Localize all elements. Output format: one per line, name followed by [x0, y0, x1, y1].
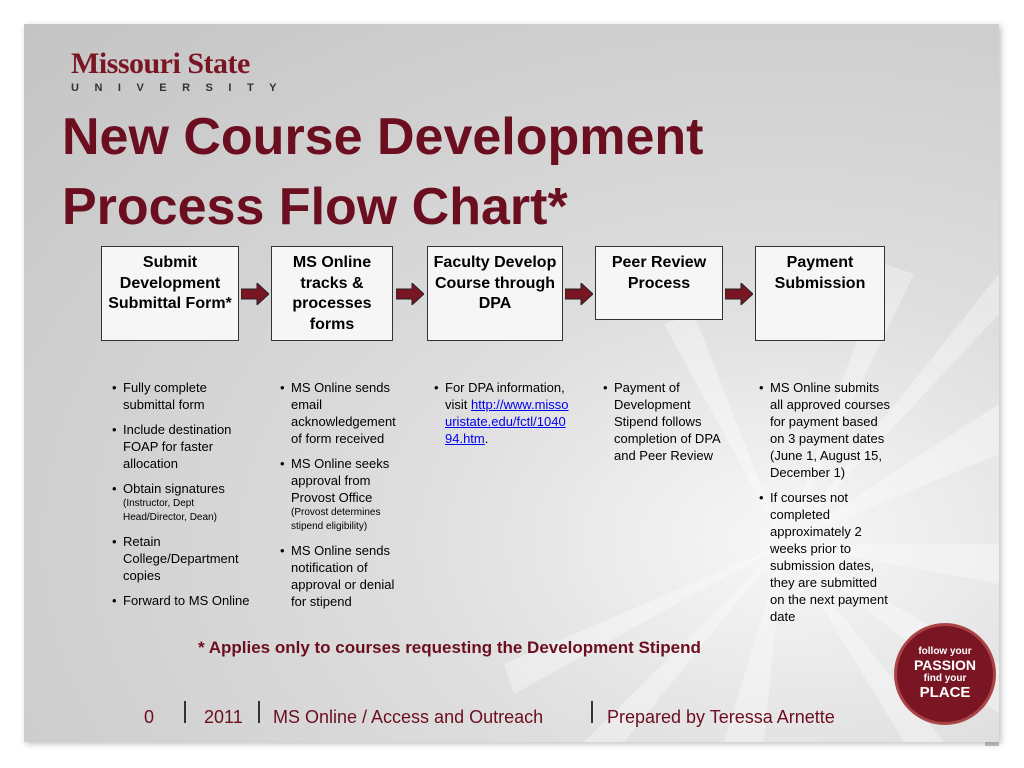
step-box-submit-form: Submit Development Submittal Form*: [101, 246, 239, 341]
list-item: • MS Online submits all approved courses for payment based on 3 payment dates (June 1, August 15, December 1): [757, 379, 892, 481]
footer-prepared-by: Prepared by Teressa Arnette: [607, 707, 835, 727]
step-details-submit-form: [110, 379, 260, 617]
footer-separator: [184, 701, 186, 723]
provost-note: (Provost determines stipend eligibility): [291, 507, 381, 532]
signature-note: (Instructor, Dept Head/Director, Dean): [123, 498, 217, 523]
follow-your-passion-badge: follow your PASSION find your PLACE: [897, 626, 993, 722]
footer-department: MS Online / Access and Outreach: [273, 707, 544, 727]
flow-arrow-2: [396, 283, 424, 305]
step-details-payment-submission: [757, 379, 892, 633]
step-box-faculty-develop: Faculty Develop Course through DPA: [427, 246, 563, 341]
list-item: • MS Online seeks approval from Provost Office (Provost determines stipend eligibility): [278, 455, 408, 534]
list-item: • MS Online sends email acknowledgement of form received: [278, 379, 408, 447]
step-box-payment-submission: Payment Submission: [755, 246, 885, 341]
slide-title: [62, 102, 962, 242]
list-item: • If courses not completed approximately 2 weeks prior to submission dates, they are submitted on the next payment date: [757, 489, 892, 625]
flow-arrow-3: [565, 283, 593, 305]
missouri-state-logo: [71, 48, 292, 94]
step-box-ms-online-tracks: MS Online tracks & processes forms: [271, 246, 393, 341]
footer-separator: [258, 701, 260, 723]
dpa-info-link[interactable]: http://www.missouristate.edu/fctl/104094.htm: [445, 397, 569, 446]
footer-separator: [591, 701, 593, 723]
step-details-ms-online-tracks: [278, 379, 408, 618]
stipend-footnote: * Applies only to courses requesting the Development Stipend: [198, 638, 701, 657]
list-item: • For DPA information, visit http://www.missouristate.edu/fctl/104094.htm.: [432, 379, 572, 447]
logo-wordmark: Missouri State: [71, 47, 250, 80]
list-item: • Obtain signatures (Instructor, Dept Head/Director, Dean): [110, 480, 260, 525]
list-item: • MS Online sends notification of approval or denial for stipend: [278, 542, 408, 610]
list-item: • Forward to MS Online: [110, 592, 260, 609]
page-number: 0: [144, 707, 155, 727]
step-box-peer-review: Peer Review Process: [595, 246, 723, 320]
flow-arrow-1: [241, 283, 269, 305]
slide: [24, 24, 999, 742]
footer-year: 2011: [204, 707, 243, 727]
flow-arrow-4: [725, 283, 753, 305]
list-item: • Payment of Development Stipend follows completion of DPA and Peer Review: [601, 379, 721, 464]
list-item: • Include destination FOAP for faster allocation: [110, 421, 260, 472]
list-item: • Retain College/Department copies: [110, 533, 260, 584]
list-item: • Fully complete submittal form: [110, 379, 260, 413]
title-line-1: New Course Development: [62, 108, 704, 166]
step-details-faculty-develop: [432, 379, 572, 455]
title-line-2: Process Flow Chart*: [62, 178, 568, 236]
step-details-peer-review: [601, 379, 721, 472]
logo-subtitle: UNIVERSITY: [71, 82, 293, 94]
